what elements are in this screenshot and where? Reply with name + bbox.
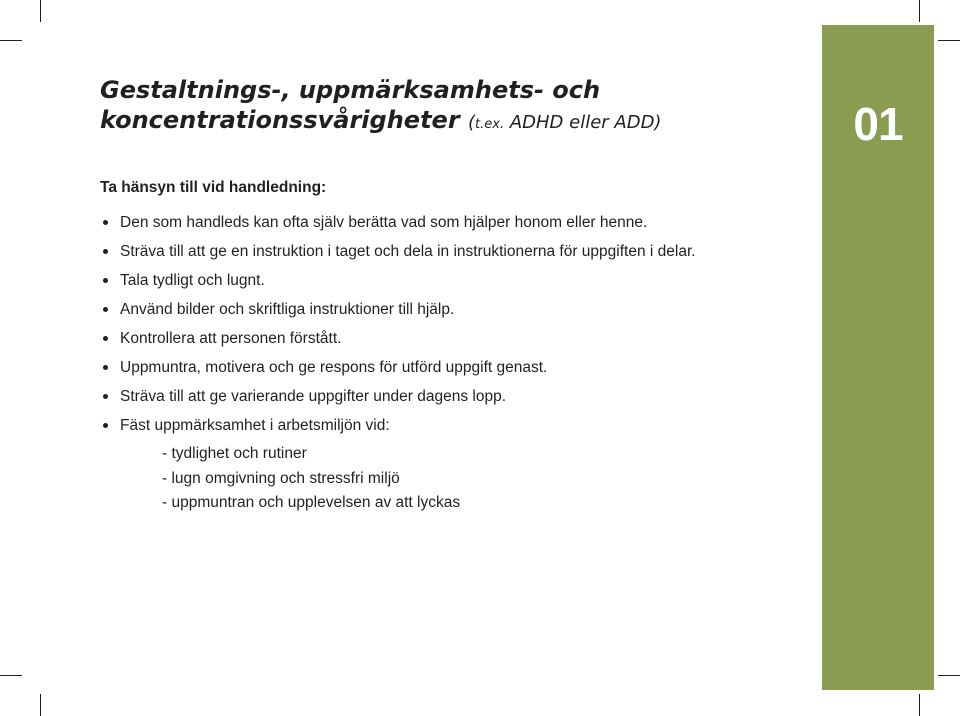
crop-mark: [919, 694, 920, 716]
list-item: Fäst uppmärksamhet i arbetsmiljön vid:: [100, 411, 820, 440]
crop-mark: [40, 694, 41, 716]
title-line-2: koncentrationssvårigheter: [100, 106, 460, 134]
list-item: Använd bilder och skriftliga instruktioner till hjälp.: [100, 295, 820, 324]
crop-mark: [40, 0, 41, 22]
crop-mark: [938, 40, 960, 41]
sub-list-item: - lugn omgivning och stressfri miljö: [162, 469, 400, 487]
sub-list-item: - tydlighet och rutiner: [162, 445, 307, 462]
list-item: Uppmuntra, motivera och ge respons för utförd uppgift genast.: [100, 353, 820, 382]
list-item: Tala tydligt och lugnt.: [100, 266, 820, 295]
title-line-1: Gestaltnings-, uppmärksamhets- och: [100, 76, 601, 104]
bullet-icon: [103, 336, 108, 341]
bullet-icon: [103, 365, 108, 370]
section-heading: Ta hänsyn till vid handledning:: [100, 179, 327, 196]
sub-list-item: - uppmuntran och upplevelsen av att lyckas: [162, 494, 461, 511]
bullet-icon: [103, 278, 108, 283]
bullet-icon: [103, 307, 108, 312]
title-note: (t.ex. ADHD eller ADD): [468, 112, 662, 133]
bullet-icon: [103, 249, 108, 254]
crop-mark: [0, 675, 22, 676]
list-item: Sträva till att ge en instruktion i taget och dela in instruktionerna för uppgiften i delar.: [100, 237, 820, 266]
list-item: Sträva till att ge varierande uppgifter under dagens lopp.: [100, 382, 820, 411]
list-item: Kontrollera att personen förstått.: [100, 324, 820, 353]
advice-list: [100, 208, 820, 440]
crop-mark: [919, 0, 920, 22]
crop-mark: [0, 40, 22, 41]
bullet-icon: [103, 220, 108, 225]
list-item: Den som handleds kan ofta själv berätta vad som hjälper honom eller henne.: [100, 208, 820, 237]
chapter-tab: [822, 25, 934, 690]
chapter-number: 01: [853, 98, 903, 150]
crop-mark: [938, 675, 960, 676]
page-title: [100, 75, 800, 140]
bullet-icon: [103, 423, 108, 428]
bullet-icon: [103, 394, 108, 399]
work-environment-list: [162, 442, 460, 516]
